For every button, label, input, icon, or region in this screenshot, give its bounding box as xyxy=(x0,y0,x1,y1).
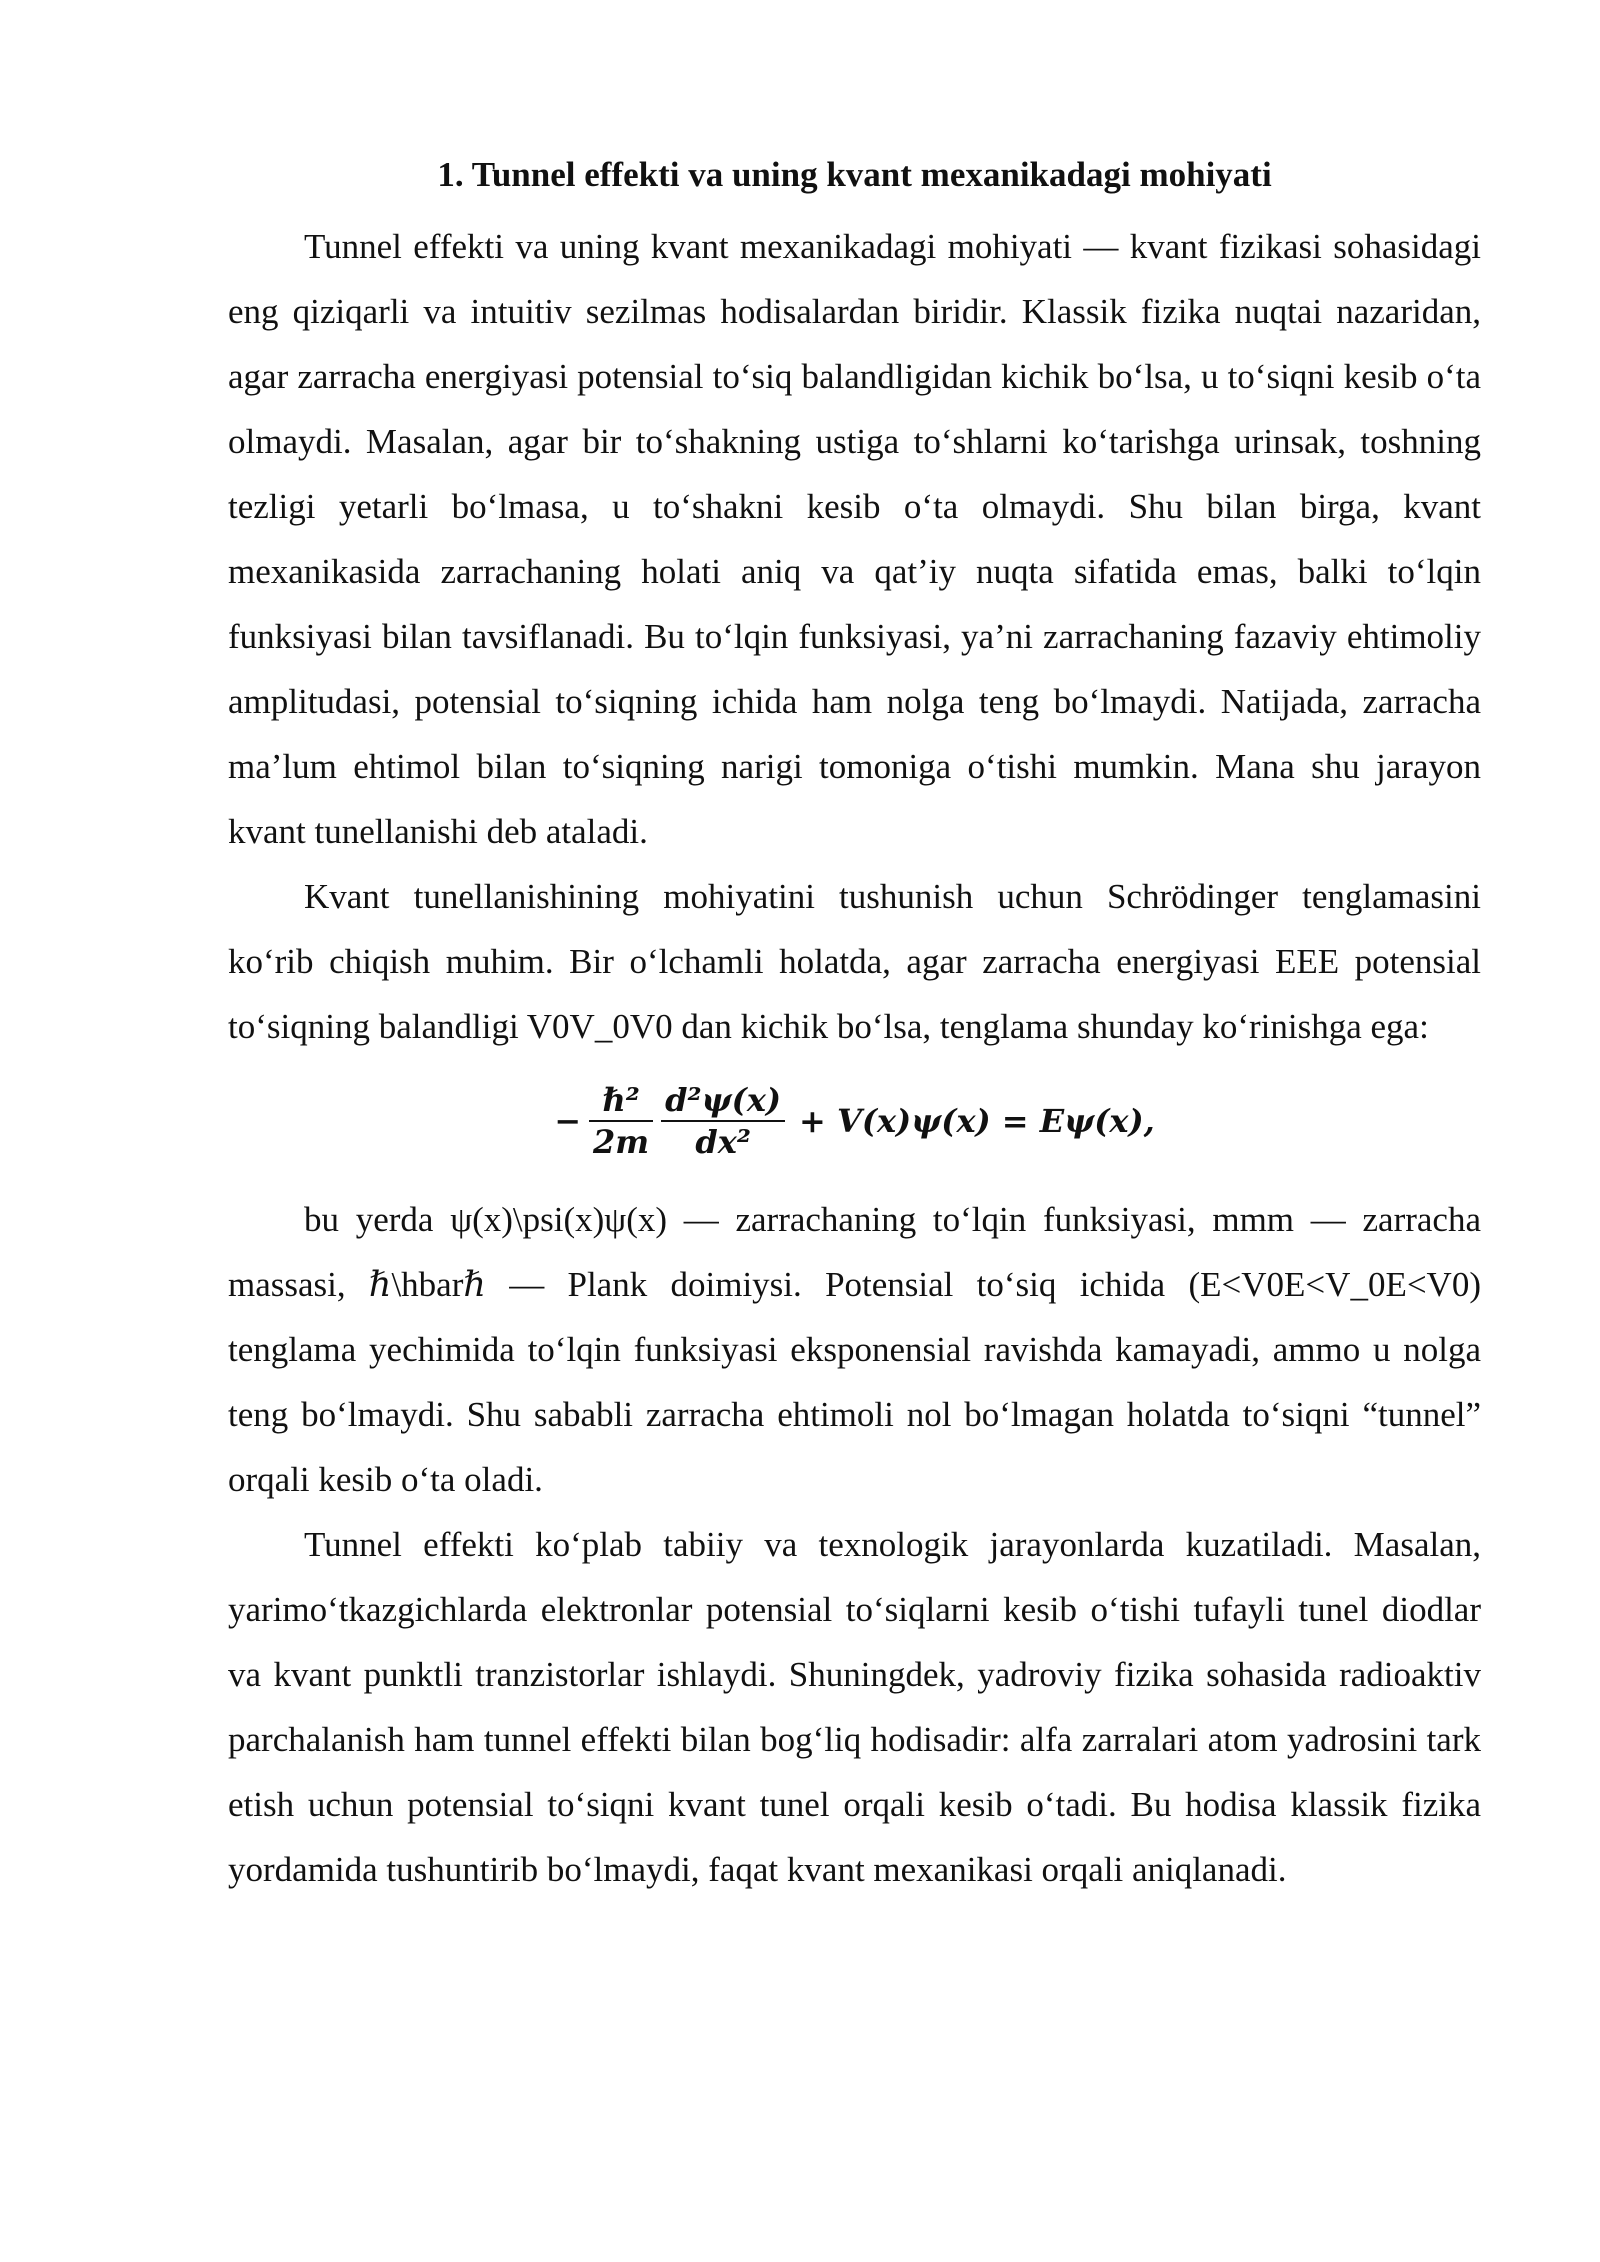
equation-minus: − xyxy=(554,1102,582,1140)
paragraph-4: Tunnel effekti ko‘plab tabiiy va texnologik jarayonlarda kuzatiladi. Masalan, yarimo‘tkazgichlarda elektronlar potensial to‘siqlarni kesib o‘tishi tufayli tunel diodlar va kvant punktli tranzistorlar ishlaydi. Shuningdek, yadroviy fizika sohasida radioaktiv parchalanish ham tunnel effekti bilan bog‘liq hodisadir: alfa zarralari atom yadrosini tark etish uchun potensial to‘siqni kvant tunel orqali kesib o‘tadi. Bu hodisa klassik fizika yordamida tushuntirib bo‘lmaydi, faqat kvant mexanikasi orqali aniqlanadi. xyxy=(228,1525,1481,1889)
paragraph-2: Kvant tunellanishining mohiyatini tushunish uchun Schrödinger tenglamasini ko‘rib chiqish muhim. Bir o‘lchamli holatda, agar zarracha energiyasi EEE potensial to‘siqning balandligi V0V_0V0 dan kichik bo‘lsa, tenglama shunday ko‘rinishga ega: xyxy=(228,877,1481,1046)
equation-fraction-derivative xyxy=(661,1080,785,1162)
fraction-numerator: ℏ² xyxy=(602,1081,640,1119)
schrodinger-equation xyxy=(228,1055,1481,1187)
paragraph-1: Tunnel effekti va uning kvant mexanikadagi mohiyati — kvant fizikasi sohasidagi eng qiziqarli va intuitiv sezilmas hodisalardan biridir. Klassik fizika nuqtai nazaridan, agar zarracha energiyasi potensial to‘siq balandligidan kichik bo‘lsa, u to‘siqni kesib o‘ta olmaydi. Masalan, agar bir to‘shakning ustiga to‘shlarni ko‘tarishga urinsak, toshning tezligi yetarli bo‘lmasa, u to‘shakni kesib o‘ta olmaydi. Shu bilan birga, kvant mexanikasida zarrachaning holati aniq va qat’iy nuqta sifatida emas, balki to‘lqin funksiyasi bilan tavsiflanadi. Bu to‘lqin funksiyasi, ya’ni zarrachaning fazaviy ehtimoliy amplitudasi, potensial to‘siqning ichida ham nolga teng bo‘lmaydi. Natijada, zarracha ma’lum ehtimol bilan to‘siqning narigi tomoniga o‘tishi mumkin. Mana shu jarayon kvant tunellanishi deb ataladi. xyxy=(228,227,1481,851)
document-page xyxy=(228,150,1481,1902)
equation-rest: + V(x)ψ(x) = Eψ(x), xyxy=(799,1102,1155,1140)
fraction-numerator: d²ψ(x) xyxy=(665,1081,782,1119)
equation-fraction-hbar xyxy=(589,1080,653,1162)
paragraph-3: bu yerda ψ(x)\psi(x)ψ(x) — zarrachaning to‘lqin funksiyasi, mmm — zarracha massasi, ℏ\hbarℏ — Plank doimiysi. Potensial to‘siq ichida (E<V0E<V_0E<V0) tenglama yechimida to‘lqin funksiyasi eksponensial ravishda kamayadi, ammo u nolga teng bo‘lmaydi. Shu sababli zarracha ehtimoli nol bo‘lmagan holatda to‘siqni “tunnel” orqali kesib o‘ta oladi. xyxy=(228,1200,1481,1499)
fraction-denominator: 2m xyxy=(593,1123,650,1161)
fraction-denominator: dx² xyxy=(695,1123,751,1161)
section-heading: 1. Tunnel effekti va uning kvant mexanikadagi mohiyati xyxy=(437,155,1272,194)
